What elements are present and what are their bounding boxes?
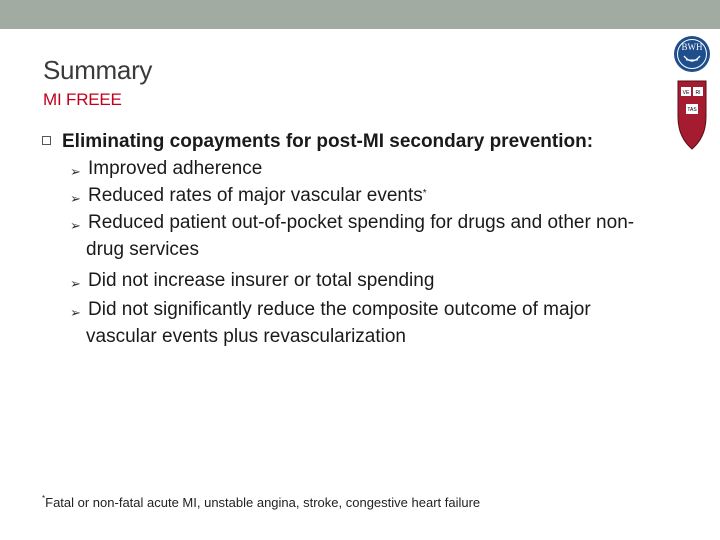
- bwh-logo-icon: [672, 34, 712, 74]
- arrowhead-bullet-icon: ➢: [70, 191, 81, 206]
- footnote-marker: *: [422, 188, 427, 199]
- sub-point-text: Reduced rates of major vascular events*: [88, 185, 427, 206]
- sub-point-text: Improved adherence: [88, 158, 263, 179]
- slide-subtitle: MI FREEE: [43, 90, 122, 109]
- footnote-text: Fatal or non-fatal acute MI, unstable angina, stroke, congestive heart failure: [45, 495, 481, 510]
- slide-title: Summary: [43, 55, 153, 85]
- sub-point-line: vascular events plus revascularization: [86, 326, 406, 347]
- bwh-logo-text: BWH: [681, 42, 703, 52]
- arrowhead-bullet-icon: ➢: [70, 305, 81, 320]
- sub-point-text: [88, 296, 688, 350]
- sub-point-line: Reduced patient out-of-pocket spending for drugs and other non-: [88, 212, 635, 233]
- sub-point-line: drug services: [86, 239, 199, 260]
- svg-text:VE: VE: [682, 90, 690, 96]
- svg-text:TAS: TAS: [687, 107, 697, 113]
- top-bar: [0, 0, 720, 29]
- sub-point-text: [88, 209, 688, 263]
- arrowhead-bullet-icon: ➢: [70, 218, 81, 233]
- svg-text:RI: RI: [695, 90, 701, 96]
- sub-point-text: Did not increase insurer or total spending: [88, 270, 435, 291]
- arrowhead-bullet-icon: ➢: [70, 164, 81, 179]
- sub-point-line: Did not significantly reduce the composite outcome of major: [88, 299, 591, 320]
- footnote: [42, 495, 480, 510]
- arrowhead-bullet-icon: ➢: [70, 276, 81, 291]
- hollow-square-bullet-icon: [42, 136, 51, 145]
- main-point: Eliminating copayments for post-MI secondary prevention:: [62, 131, 594, 152]
- footnote-marker: *: [42, 494, 46, 503]
- harvard-shield-icon: [676, 79, 708, 151]
